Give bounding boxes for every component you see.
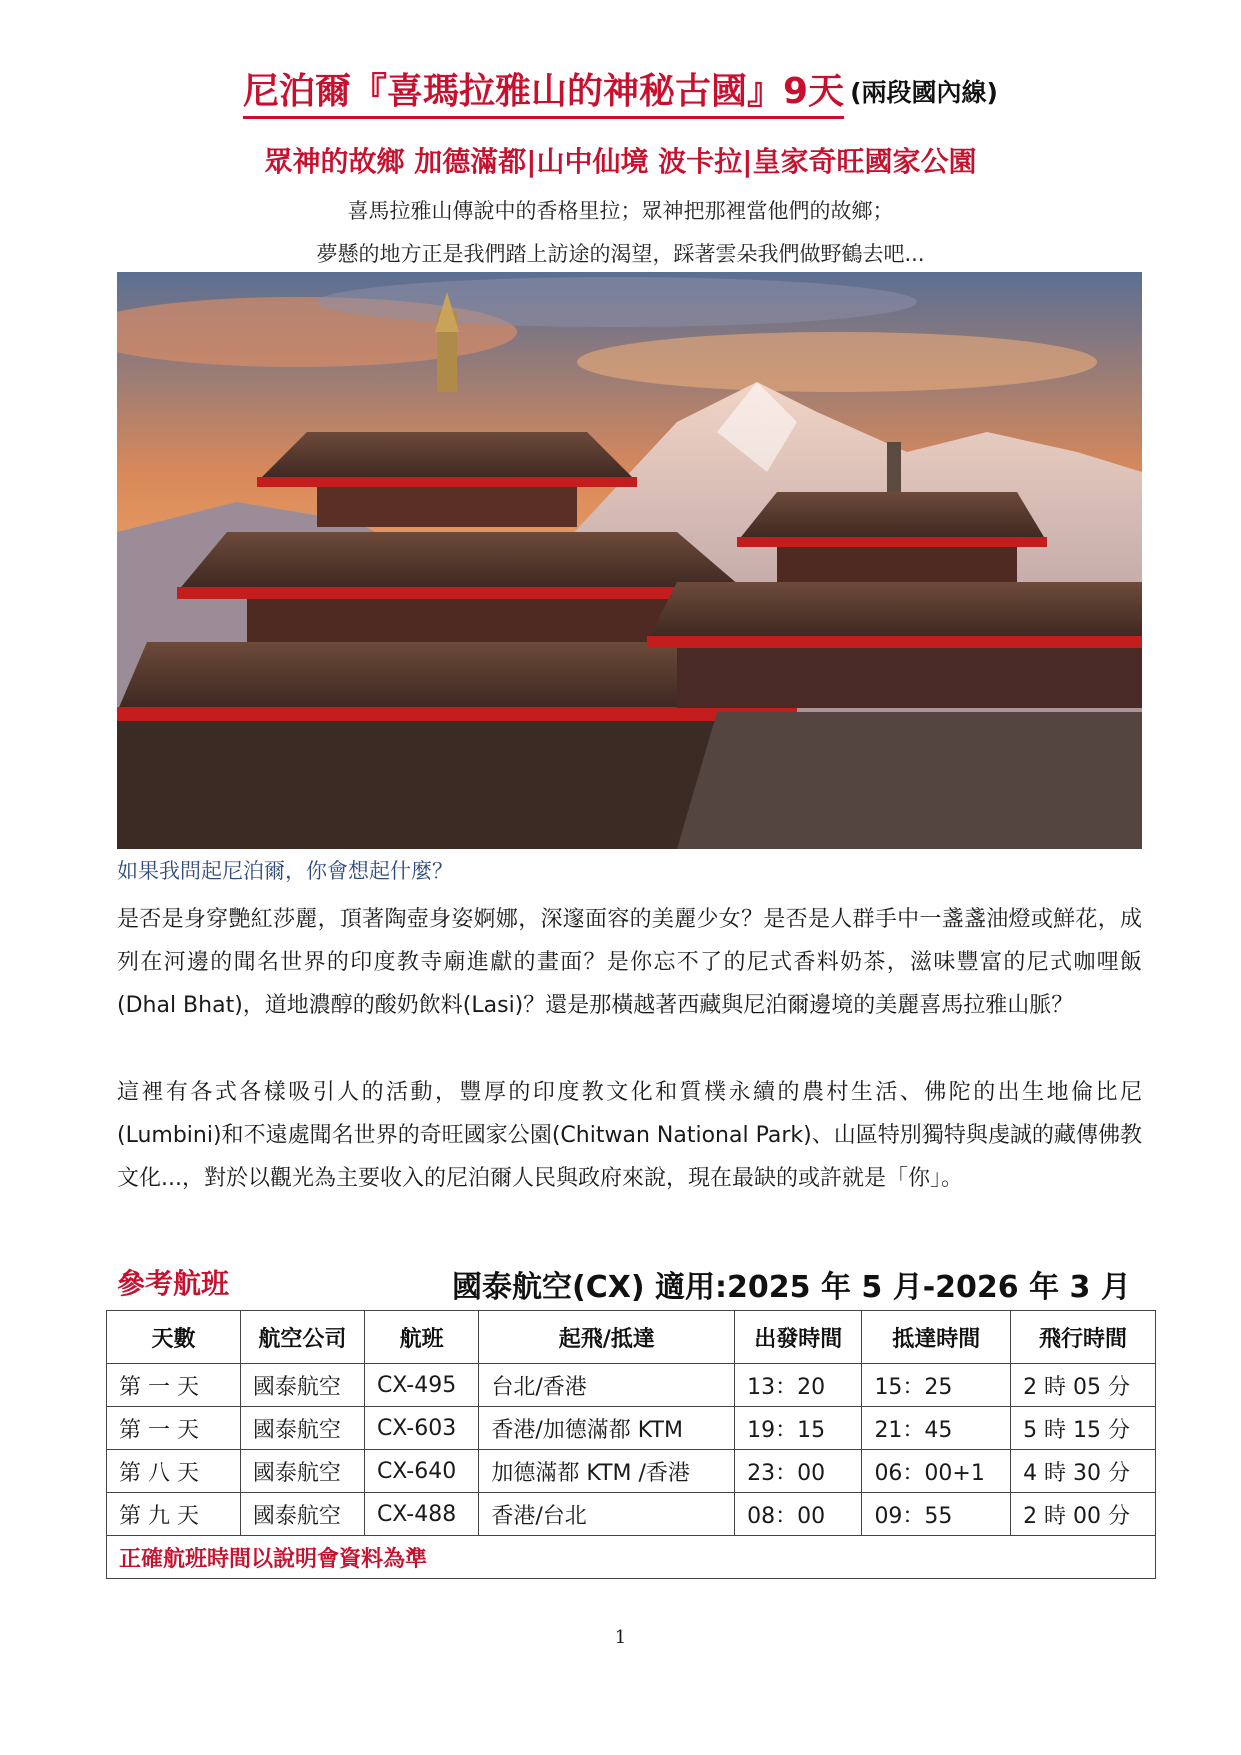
cell-airline: 國泰航空 — [240, 1407, 364, 1450]
cell-arrive: 15：25 — [862, 1364, 1011, 1407]
column-header: 飛行時間 — [1011, 1311, 1156, 1364]
column-header: 航空公司 — [240, 1311, 364, 1364]
column-header: 出發時間 — [735, 1311, 862, 1364]
pagoda-mountain-photo — [117, 272, 1142, 849]
cell-depart: 19：15 — [735, 1407, 862, 1450]
cell-flight-no: CX-603 — [364, 1407, 478, 1450]
cell-route: 加德滿都 KTM /香港 — [479, 1450, 735, 1493]
table-row — [107, 1407, 1156, 1450]
cell-day: 第 一 天 — [107, 1364, 241, 1407]
body-paragraph-2: 這裡有各式各樣吸引人的活動，豐厚的印度教文化和質樸永續的農村生活、佛陀的出生地倫比尼(Lumbini)和不遠處聞名世界的奇旺國家公園(Chitwan National Park)、山區特別獨特與虔誠的藏傳佛教文化...，對於以觀光為主要收入的尼泊爾人民與政府來說，現在最缺的或許就是「你」。 — [117, 1080, 1142, 1191]
cell-arrive: 21：45 — [862, 1407, 1011, 1450]
subtitle-destinations: 眾神的故鄉 加德滿都|山中仙境 波卡拉|皇家奇旺國家公園 — [264, 145, 977, 178]
column-header: 起飛/抵達 — [479, 1311, 735, 1364]
table-row — [107, 1450, 1156, 1493]
pagoda-illustration — [117, 272, 1142, 849]
cell-route: 香港/台北 — [479, 1493, 735, 1536]
flight-section-header — [117, 1262, 1142, 1305]
cell-flight-no: CX-495 — [364, 1364, 478, 1407]
flight-note-row — [107, 1536, 1156, 1579]
column-header: 天數 — [107, 1311, 241, 1364]
column-header: 航班 — [364, 1311, 478, 1364]
flight-heading: 參考航班 — [117, 1267, 230, 1300]
body-paragraph-1: 是否是身穿艷紅莎麗，頂著陶壺身姿婀娜，深邃面容的美麗少女？是否是人群手中一盞盞油燈或鮮花，成列在河邊的聞名世界的印度教寺廟進獻的畫面？是你忘不了的尼式香料奶茶，滋味豐富的尼式咖哩飯(Dhal Bhat)，道地濃醇的酸奶飲料(Lasi)？還是那橫越著西藏與尼泊爾邊境的美麗喜馬拉雅山脈？ — [117, 907, 1142, 1018]
column-header: 抵達時間 — [862, 1311, 1011, 1364]
cell-duration: 5 時 15 分 — [1011, 1407, 1156, 1450]
flight-airline-info: 國泰航空(CX) 適用:2025 年 5 月-2026 年 3 月 — [452, 1270, 1131, 1305]
cell-airline: 國泰航空 — [240, 1364, 364, 1407]
table-row — [107, 1493, 1156, 1536]
cell-arrive: 06：00+1 — [862, 1450, 1011, 1493]
cell-day: 第 九 天 — [107, 1493, 241, 1536]
cell-day: 第 一 天 — [107, 1407, 241, 1450]
cell-flight-no: CX-488 — [364, 1493, 478, 1536]
flight-table-header-row — [107, 1311, 1156, 1364]
cell-flight-no: CX-640 — [364, 1450, 478, 1493]
cell-duration: 2 時 05 分 — [1011, 1364, 1156, 1407]
flight-table — [106, 1310, 1156, 1579]
tagline-1: 喜馬拉雅山傳說中的香格里拉；眾神把那裡當他們的故鄉； — [347, 199, 894, 223]
cell-arrive: 09：55 — [862, 1493, 1011, 1536]
title-main: 尼泊爾『喜瑪拉雅山的神秘古國』9天 — [243, 70, 844, 119]
flight-note: 正確航班時間以說明會資料為準 — [107, 1536, 1156, 1579]
page-number: 1 — [614, 1627, 627, 1648]
cell-airline: 國泰航空 — [240, 1493, 364, 1536]
tagline-2: 夢懸的地方正是我們踏上訪途的渴望，踩著雲朵我們做野鶴去吧... — [316, 242, 925, 266]
table-row — [107, 1364, 1156, 1407]
cell-depart: 23：00 — [735, 1450, 862, 1493]
cell-airline: 國泰航空 — [240, 1450, 364, 1493]
cell-route: 香港/加德滿都 KTM — [479, 1407, 735, 1450]
cell-duration: 2 時 00 分 — [1011, 1493, 1156, 1536]
cell-duration: 4 時 30 分 — [1011, 1450, 1156, 1493]
cell-route: 台北/香港 — [479, 1364, 735, 1407]
cell-depart: 08：00 — [735, 1493, 862, 1536]
title-note: (兩段國內線) — [850, 78, 998, 107]
cell-depart: 13：20 — [735, 1364, 862, 1407]
document-title — [0, 70, 1241, 119]
intro-question: 如果我問起尼泊爾，你會想起什麼？ — [117, 859, 453, 883]
cell-day: 第 八 天 — [107, 1450, 241, 1493]
